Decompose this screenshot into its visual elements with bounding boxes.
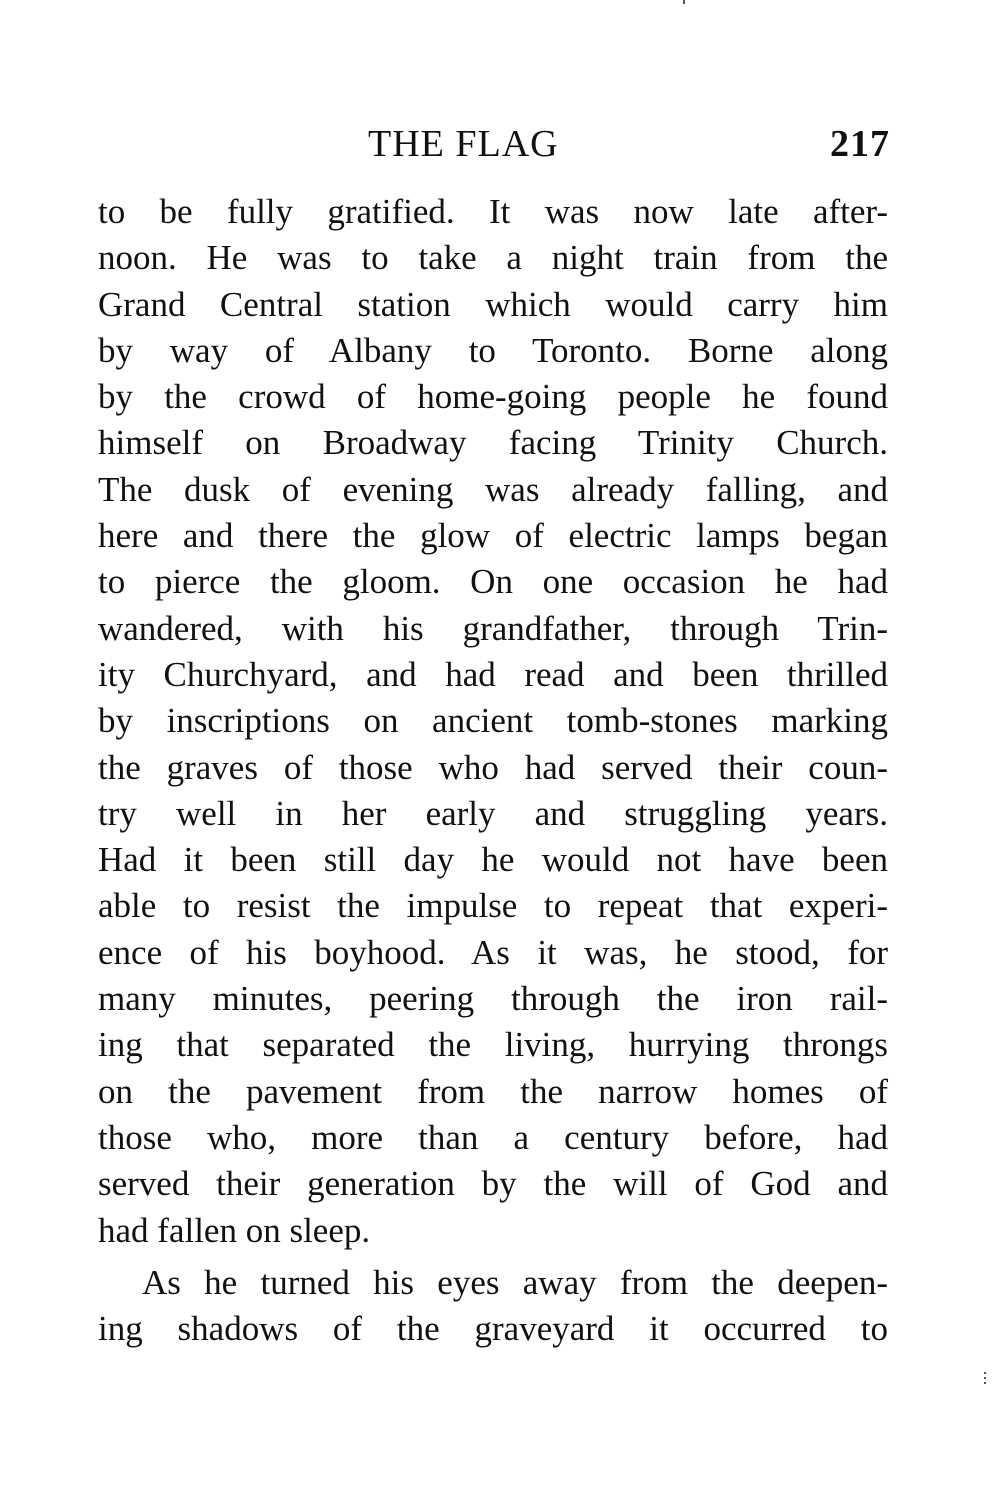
text-line: to be fully gratified. It was now late after- (98, 192, 888, 231)
text-line: by way of Albany to Toronto. Borne along (98, 330, 888, 370)
text-line: here and there the glow of electric lamps began (98, 516, 888, 556)
text-line: ing that separated the living, hurrying throngs (98, 1025, 888, 1065)
text-line: served their generation by the will of God and (98, 1164, 888, 1204)
text-line: As he turned his eyes away from the deepen- (142, 1262, 888, 1302)
text-line: try well in her early and struggling years. (98, 793, 888, 833)
text-line: had fallen on sleep. (98, 1210, 371, 1250)
text-line: ing shadows of the graveyard it occurred to (98, 1309, 888, 1349)
text-line: able to resist the impulse to repeat that experi- (98, 886, 888, 926)
paragraph-2 (98, 1260, 888, 1353)
text-line: by the crowd of home-going people he found (98, 377, 888, 417)
text-line: by inscriptions on ancient tomb-stones marking (98, 701, 888, 741)
text-line: many minutes, peering through the iron rail- (98, 979, 888, 1019)
text-line: Grand Central station which would carry him (98, 284, 888, 324)
body-text (98, 189, 888, 1352)
text-line: The dusk of evening was already falling, and (98, 469, 888, 509)
text-line: ity Churchyard, and had read and been thrilled (98, 654, 888, 694)
text-line: Had it been still day he would not have been (98, 840, 888, 880)
scan-artifact-top (683, 0, 685, 4)
text-line: himself on Broadway facing Trinity Church. (98, 423, 888, 463)
paragraph-1 (98, 189, 888, 1254)
text-line: wandered, with his grandfather, through Trin- (98, 608, 888, 648)
text-line: those who, more than a century before, had (98, 1117, 888, 1157)
page-number: 217 (830, 123, 890, 165)
running-title: THE FLAG (368, 123, 559, 165)
text-line: noon. He was to take a night train from the (98, 238, 888, 278)
text-line: ence of his boyhood. As it was, he stood, for (98, 932, 888, 972)
text-line: the graves of those who had served their coun- (98, 747, 888, 787)
text-line: to pierce the gloom. On one occasion he had (98, 562, 888, 602)
running-head (98, 118, 890, 170)
scan-artifact-right (984, 1372, 986, 1384)
text-line: on the pavement from the narrow homes of (98, 1071, 888, 1111)
